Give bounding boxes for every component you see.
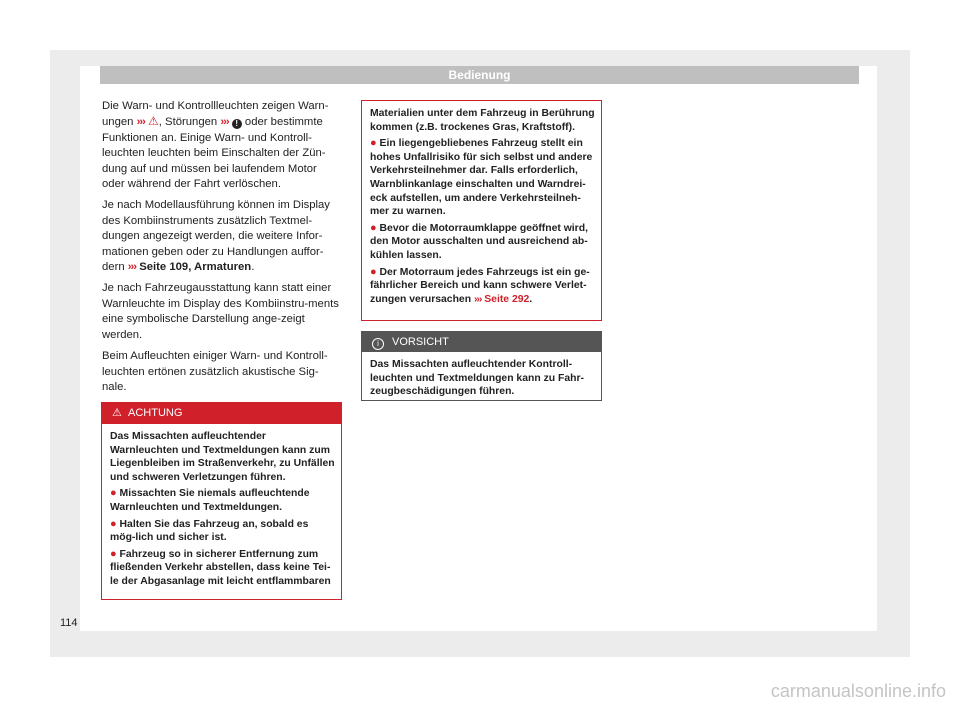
reference-arrows: ››› — [473, 293, 482, 305]
page-reference-link[interactable]: Seite 292 — [484, 293, 530, 305]
reference-arrows: ››› — [136, 116, 145, 129]
achtung-continuation-box — [361, 100, 602, 321]
paragraph-1: Die Warn- und Kontrollleuchten zeigen Warn-ungen ››› ⚠, Störungen ››› ! oder bestimmte Funktionen an. Einige Warn- und Kontroll-leuchten leuchten beim Einschalten der Zün-dung auf und müssen bei laufendem Motor oder während der Fahrt verlöschen. — [102, 100, 329, 191]
vorsicht-header: i VORSICHT — [362, 332, 601, 352]
achtung-item: ● Missachten Sie niemals aufleuchtende Warnleuchten und Textmeldungen. — [110, 487, 310, 513]
bullet-icon: ● — [110, 487, 117, 500]
achtung-intro: Das Missachten aufleuchtender Warnleuchten und Textmeldungen kann zum Liegenbleiben im Straßenverkehr, zu Unfällen und schweren Verletzungen führen. — [110, 431, 335, 483]
achtung-item: ● Halten Sie das Fahrzeug an, sobald es mög-lich und sicher ist. — [110, 517, 309, 544]
watermark: carmanualsonline.info — [770, 681, 946, 701]
stop-icon: ! — [232, 119, 242, 129]
page-number: 114 — [60, 617, 78, 629]
vorsicht-caution-box — [361, 331, 602, 401]
bullet-icon: ● — [370, 137, 377, 150]
paragraph-3: Je nach Fahrzeugausstattung kann statt einer Warnleuchte im Display des Kombiinstru-ments eine symbolische Darstellung ange-zeigt werden. — [102, 282, 339, 341]
continuation-intro: Materialien unter dem Fahrzeug in Berührung kommen (z.B. trockenes Gras, Kraftstoff). — [370, 108, 595, 133]
achtung-body — [102, 424, 341, 589]
achtung-item: ● Fahrzeug so in sicherer Entfernung zum fließenden Verkehr abstellen, dass keine Tei-le der Abgasanlage mit leicht entflammbaren — [110, 547, 331, 587]
vorsicht-body: Das Missachten aufleuchtender Kontroll-leuchten und Textmeldungen kann zu Fahr-zeugbeschädigungen führen. — [370, 359, 584, 398]
info-icon: i — [372, 338, 384, 350]
reference-arrows: ››› — [127, 261, 137, 274]
continuation-item: ● Bevor die Motorraumklappe geöffnet wird, den Motor ausschalten und ausreichend ab-kühlen lassen. — [370, 221, 588, 261]
paragraph-2: Je nach Modellausführung können im Display des Kombiinstruments zusätzlich Textmel-dungen angezeigt werden, die weitere Infor-mationen geben oder zu Handlungen auffor-dern ››› Seite 109, Armaturen. — [102, 199, 330, 274]
bullet-icon: ● — [110, 547, 117, 560]
body-text-column — [102, 99, 342, 401]
section-header: Bedienung — [100, 66, 859, 84]
warning-icon: ⚠ — [148, 114, 159, 129]
achtung-warning-box — [101, 402, 342, 600]
paragraph-4: Beim Aufleuchten einiger Warn- und Kontroll-leuchten ertönen zusätzlich akustische Sig-nale. — [102, 350, 328, 393]
reference-arrows: ››› — [220, 116, 229, 129]
continuation-item: ● Ein liegengebliebenes Fahrzeug stellt ein hohes Unfallrisiko für sich selbst und andere Verkehrsteilnehmer dar. Falls erforderlich, Warnblinkanlage einschalten und Warndrei-eck aufstellen, um andere Verkehrsteilneh-mer zu warnen. — [370, 137, 593, 218]
bullet-icon: ● — [370, 265, 377, 278]
page-reference-link[interactable]: Seite 109, Armaturen — [139, 261, 252, 274]
bullet-icon: ● — [370, 221, 377, 234]
warning-icon: ⚠ — [112, 407, 122, 419]
bullet-icon: ● — [110, 517, 117, 530]
achtung-header: ⚠ ACHTUNG — [102, 403, 341, 424]
continuation-item: ● Der Motorraum jedes Fahrzeugs ist ein ge-fährlicher Bereich und kann schwere Verlet-zungen verursachen ››› Seite 292. — [370, 265, 590, 305]
continuation-body — [362, 101, 601, 306]
